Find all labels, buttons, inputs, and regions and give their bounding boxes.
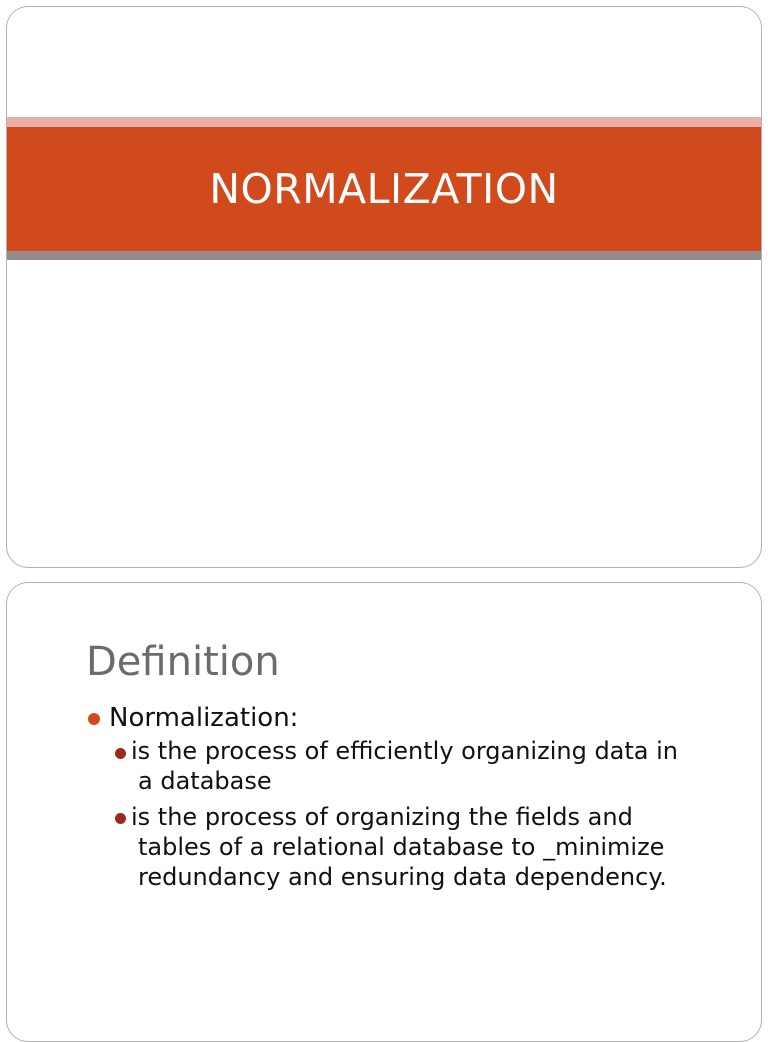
title-band-bottom-stripe (7, 251, 761, 260)
sub-bullet-2 (131, 802, 731, 892)
sub-bullet-1-line-1: is the process of efficiently organizing data in (131, 737, 679, 765)
sub-bullet-dot-icon (115, 813, 126, 824)
slide-title: NORMALIZATION (209, 165, 559, 213)
sub-bullet-dot-icon (115, 748, 126, 759)
definition-slide (6, 582, 762, 1042)
title-band-top-stripe (7, 117, 761, 127)
sub-bullet-1 (131, 736, 731, 796)
sub-bullet-2-line-3: redundancy and ensuring data dependency. (138, 863, 667, 891)
sub-bullet-1-line-2: a database (138, 767, 272, 795)
title-band (7, 127, 761, 251)
sub-bullet-2-line-2: tables of a relational database to _minimize (138, 833, 665, 861)
sub-bullet-2-line-1: is the process of organizing the fields and (131, 803, 633, 831)
slide-heading: Definition (86, 639, 280, 685)
title-slide (6, 6, 762, 568)
bullet-normalization: Normalization: (109, 703, 299, 733)
bullet-dot-icon (88, 713, 100, 725)
